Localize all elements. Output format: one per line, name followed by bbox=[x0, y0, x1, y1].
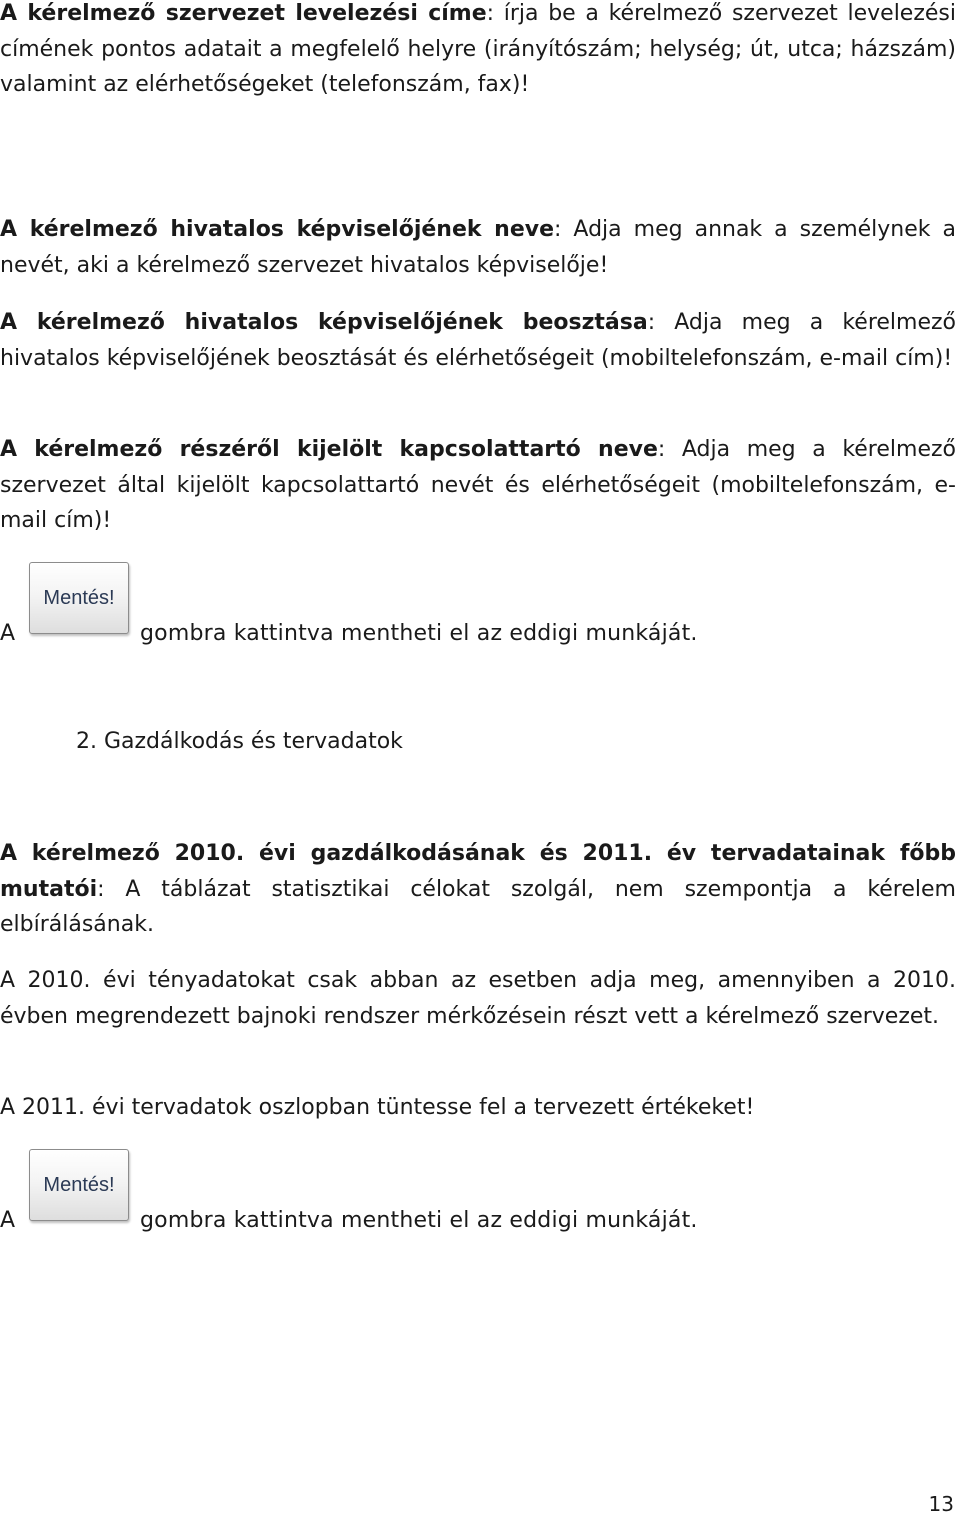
save-instruction-prefix: A bbox=[0, 621, 16, 646]
save-instruction-1 bbox=[0, 562, 960, 652]
page-number: 13 bbox=[928, 1492, 954, 1516]
desc-representative-name: : Adja meg annak a személynek a nevét, aki a kérelmező szervezet hivatalos képviselője! bbox=[0, 217, 956, 278]
section-heading: 2. Gazdálkodás és tervadatok bbox=[76, 729, 403, 754]
save-instruction-text: gombra kattintva mentheti el az eddigi munkáját. bbox=[140, 621, 698, 646]
save-instruction-2 bbox=[0, 1149, 960, 1239]
term-representative-name: A kérelmező hivatalos képviselőjének neve bbox=[0, 217, 555, 242]
paragraph-representative-position bbox=[0, 305, 956, 376]
save-button[interactable] bbox=[29, 562, 129, 634]
term-contact-person: A kérelmező részéről kijelölt kapcsolattartó neve bbox=[0, 437, 658, 462]
desc-mailing-address: : írja be a kérelmező szervezet levelezési címének pontos adatait a megfelelő helyre (irányítószám; helység; út, utca; házszám) valamint az elérhetőségeket (telefonszám, fax)! bbox=[0, 1, 956, 97]
paragraph-2010-data: A 2010. évi tényadatokat csak abban az esetben adja meg, amennyiben a 2010. évben megrendezett bajnoki rendszer mérkőzésein részt vett a kérelmező szervezet. bbox=[0, 968, 956, 1029]
save-button-label: Mentés! bbox=[43, 587, 115, 609]
desc-representative-position: : Adja meg a kérelmező hivatalos képviselőjének beosztását és elérhetőségeit (mobiltelefonszám, e-mail cím)! bbox=[0, 310, 956, 371]
paragraph-2011-data: A 2011. évi tervadatok oszlopban tüntesse fel a tervezett értékeket! bbox=[0, 1095, 755, 1120]
save-button[interactable] bbox=[29, 1149, 129, 1221]
paragraph-mailing-address bbox=[0, 0, 956, 103]
paragraph-contact-person bbox=[0, 432, 956, 539]
term-mailing-address: A kérelmező szervezet levelezési címe bbox=[0, 1, 487, 26]
desc-financial-indicators: : A táblázat statisztikai célokat szolgál, nem szempontja a kérelem elbírálásának. bbox=[0, 876, 956, 937]
paragraph-financial-indicators bbox=[0, 836, 956, 943]
desc-contact-person: : Adja meg a kérelmező szervezet által kijelölt kapcsolattartó nevét és elérhetőségeit (mobiltelefonszám, e-mail cím)! bbox=[0, 437, 956, 533]
paragraph-representative-name bbox=[0, 212, 956, 283]
save-button-label: Mentés! bbox=[43, 1174, 115, 1196]
save-instruction-text: gombra kattintva mentheti el az eddigi munkáját. bbox=[140, 1208, 698, 1233]
save-instruction-prefix: A bbox=[0, 1208, 16, 1233]
term-representative-position: A kérelmező hivatalos képviselőjének beosztása bbox=[0, 310, 648, 335]
term-financial-indicators: A kérelmező 2010. évi gazdálkodásának és 2011. év tervadatainak főbb mutatói bbox=[0, 841, 956, 902]
